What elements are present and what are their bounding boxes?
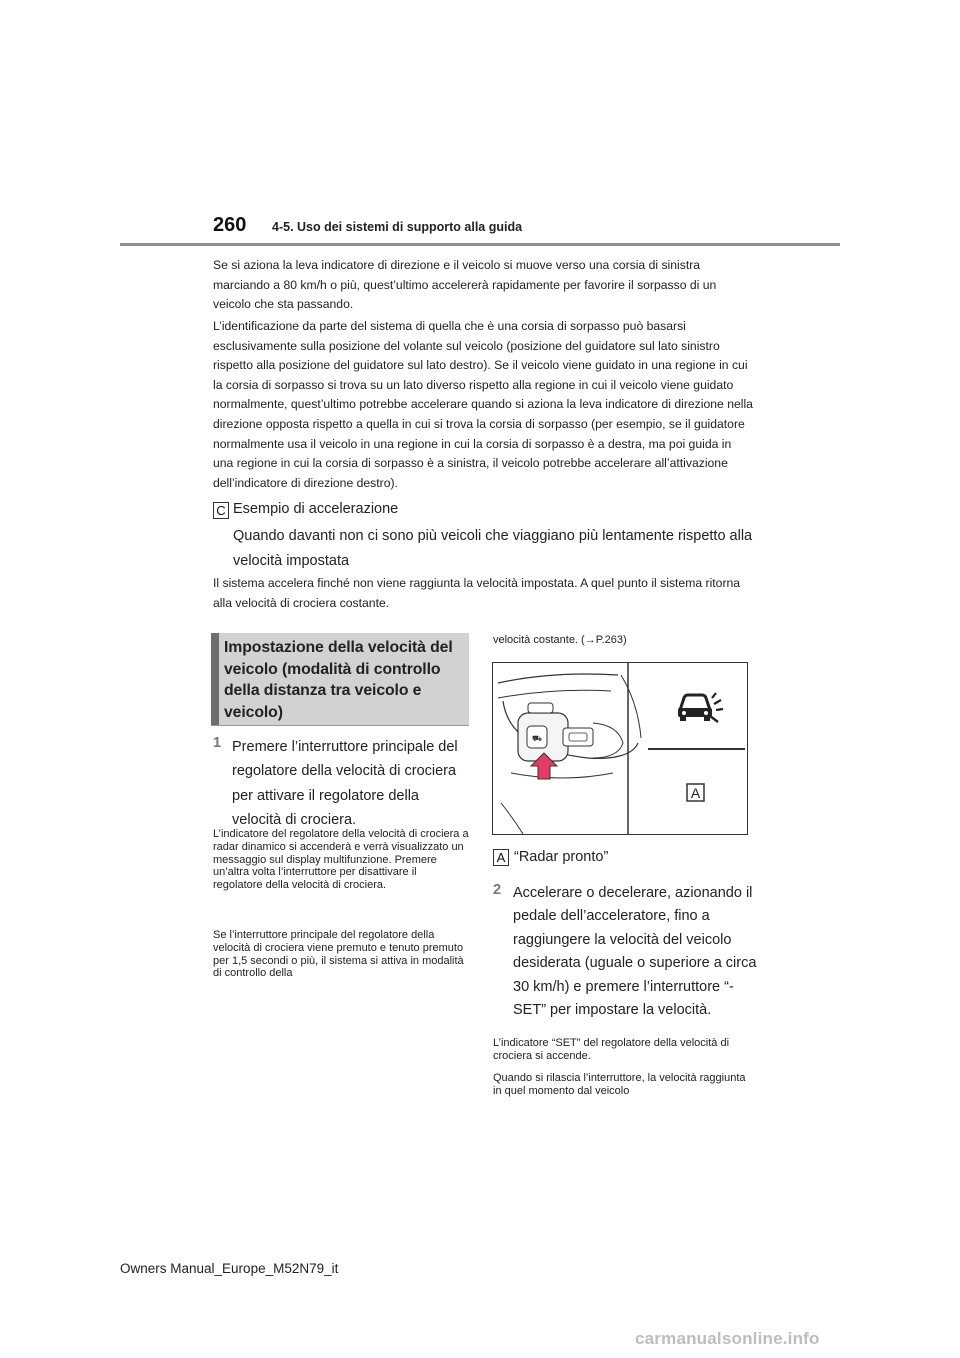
steering-switch-figure xyxy=(492,662,748,835)
step-2-note-1: L’indicatore “SET” del regolatore della velocità di crociera si accende. xyxy=(493,1037,730,1062)
svg-text:⛟: ⛟ xyxy=(531,734,543,743)
intro-paragraph-2: L’identificazione da parte del sistema di quella che è una corsia di sorpasso può basarsi esclusivamente sulla posizione del volante sul veicolo (posizione del guidatore sul lato sinistro rispetto alla posizione del guidatore sul lato destro). Se il veicolo viene guidato in una regione in cui la corsia di sorpasso si trova su un lato diverso rispetto alla regione in cui il veicolo viene guidato normalmente, quest’ultimo potrebbe accelerare quando si aziona la leva indicatore di direzione nella direzione opposta rispetto a quella in cui si trova la corsia di sorpasso (per esempio, se il guidatore normalmente usa il veicolo in una regione in cui la corsia di sorpasso è a destra, ma poi guida in una regione in cui la corsia di sorpasso è a sinistra, il veicolo potrebbe accelerare all’attivazione dell’indicatore di direzione destro). xyxy=(213,319,753,490)
section-heading-text: Impostazione della velocità del veicolo (modalità di controllo della distanza tra veicolo e veicolo) xyxy=(224,639,453,721)
step-1-number: 1 xyxy=(213,735,222,751)
section-title: 4-5. Uso dei sistemi di supporto alla guida xyxy=(272,220,523,234)
intro-paragraph-1: Se si aziona la leva indicatore di direzione e il veicolo si muove verso una corsia di sinistra marciando a 80 km/h o più, quest’ultimo accelererà rapidamente per favorire il sorpasso di un veicolo che sta passando. xyxy=(213,258,717,312)
figure-callout-a: A xyxy=(690,785,701,801)
label-a-text: “Radar pronto” xyxy=(514,849,609,865)
header-rule xyxy=(120,243,840,246)
example-title: Esempio di accelerazione xyxy=(233,501,399,517)
radar-cruise-indicator-icon xyxy=(678,693,723,722)
page-number: 260 xyxy=(213,214,247,236)
heading-underline xyxy=(211,725,469,726)
marker-c: C xyxy=(213,502,229,519)
step-2-number: 2 xyxy=(493,882,502,898)
step-1-note-1: L’indicatore del regolatore della velocità di crociera a radar dinamico si accenderà e verrà visualizzato un messaggio sul display multifunzione. Premere un’altra volta l’interruttore per disattivare il regolatore della velocità di crociera. xyxy=(213,828,469,892)
marker-a: A xyxy=(493,849,509,866)
continued-text: velocità costante. (→P.263) xyxy=(493,634,627,646)
example-note: Il sistema accelera finché non viene raggiunta la velocità impostata. A quel punto il sistema ritorna alla velocità di crociera costante. xyxy=(213,576,741,610)
footer: Owners Manual_Europe_M52N79_it xyxy=(120,1261,339,1276)
example-text: Quando davanti non ci sono più veicoli che viaggiano più lentamente rispetto alla velocità impostata xyxy=(233,528,753,569)
watermark: carmanualsonline.info xyxy=(635,1329,820,1348)
step-2-text: Accelerare o decelerare, azionando il pedale dell’acceleratore, fino a raggiungere la velocità del veicolo desiderata (uguale o superiore a circa 30 km/h) e premere l’interruttore “-SET” per impostare la velocità. xyxy=(513,885,757,1019)
step-2-note-2: Quando si rilascia l’interruttore, la velocità raggiunta in quel momento dal veicolo xyxy=(493,1072,746,1097)
step-1-note-2: Se l’interruttore principale del regolatore della velocità di crociera viene premuto e tenuto premuto per 1,5 secondi o più, il sistema si attiva in modalità di controllo della xyxy=(213,929,464,980)
section-heading xyxy=(211,633,469,725)
step-1-text: Premere l’interruttore principale del regolatore della velocità di crociera per attivare il regolatore della velocità di crociera. xyxy=(232,739,458,828)
steering-wheel-illustration xyxy=(493,663,747,834)
